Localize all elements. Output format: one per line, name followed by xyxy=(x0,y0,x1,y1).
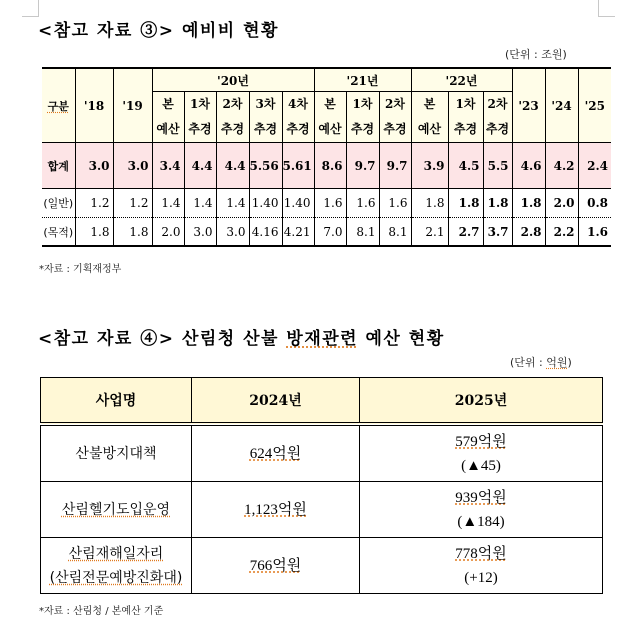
cell-value: 1.6 xyxy=(379,189,411,218)
header-subcol: 본 예산 xyxy=(152,92,184,143)
cell-value: 1.8 xyxy=(411,189,448,218)
cell-value: 2.0 xyxy=(545,189,578,218)
cell-value: 3.0 xyxy=(184,218,216,247)
section4-unit-label: (단위 : 억원) xyxy=(510,356,572,369)
cell-value: 2.8 xyxy=(512,218,545,247)
cell-value: 5.56 xyxy=(249,143,282,189)
cell-value: 4.5 xyxy=(448,143,483,189)
header-subcol: 1차 추경 xyxy=(346,92,379,143)
header-year-group: '22년 xyxy=(411,68,512,92)
section4-source-note: *자료 : 산림청 / 본예산 기준 xyxy=(39,606,164,617)
cell-value: 3.0 xyxy=(216,218,249,247)
cell-value: 8.6 xyxy=(314,143,346,189)
cell-value: 3.7 xyxy=(483,218,512,247)
header-year: '18 xyxy=(75,68,113,143)
cell-value: 1.6 xyxy=(578,218,611,247)
section3-unit-label: (단위 : 조원) xyxy=(505,48,567,61)
section3-title-main: 예비비 현황 xyxy=(181,21,279,41)
cell-value: 9.7 xyxy=(346,143,379,189)
budget-2025: 778억원 (+12) xyxy=(360,538,603,594)
header-year: '23 xyxy=(512,68,545,143)
cell-value: 2.2 xyxy=(545,218,578,247)
cell-value: 1.2 xyxy=(113,189,152,218)
header-subcol: 본 예산 xyxy=(314,92,346,143)
section4-title-prefix: <참고 자료 ④> xyxy=(38,329,175,349)
cell-value: 4.21 xyxy=(282,218,314,247)
cell-value: 1.4 xyxy=(216,189,249,218)
table-row xyxy=(41,424,603,482)
cell-value: 1.4 xyxy=(184,189,216,218)
cell-value: 4.6 xyxy=(512,143,545,189)
header-category: 구분 xyxy=(42,68,75,143)
project-name: 산림헬기도입운영 xyxy=(41,482,192,538)
table-row-purpose xyxy=(42,218,611,247)
section4-title-part3: 예산 현황 xyxy=(358,329,445,349)
cell-value: 1.8 xyxy=(483,189,512,218)
header-subcol: 1차 추경 xyxy=(184,92,216,143)
header-subcol: 1차 추경 xyxy=(448,92,483,143)
budget-2025: 939억원 (▲184) xyxy=(360,482,603,538)
project-name: 산불방지대책 xyxy=(41,424,192,482)
cell-value: 1.40 xyxy=(249,189,282,218)
cell-value: 3.0 xyxy=(113,143,152,189)
budget-change: (▲184) xyxy=(457,513,505,530)
budget-change: (+12) xyxy=(464,569,498,586)
header-subcol: 2차 추경 xyxy=(379,92,411,143)
header-2025: 2025년 xyxy=(360,378,603,425)
cell-value: 3.0 xyxy=(75,143,113,189)
cell-value: 1.40 xyxy=(282,189,314,218)
cell-value: 4.4 xyxy=(184,143,216,189)
section3-source-note: *자료 : 기획재정부 xyxy=(39,264,122,275)
header-2024: 2024년 xyxy=(192,378,360,425)
cell-value: 2.7 xyxy=(448,218,483,247)
header-subcol: 3차 추경 xyxy=(249,92,282,143)
cell-value: 1.6 xyxy=(314,189,346,218)
cell-value: 4.2 xyxy=(545,143,578,189)
header-year-group: '20년 xyxy=(152,68,314,92)
section4-title xyxy=(38,324,445,349)
cell-value: 2.0 xyxy=(152,218,184,247)
table-row xyxy=(41,538,603,594)
cell-value: 2.4 xyxy=(578,143,611,189)
table-row xyxy=(41,482,603,538)
header-year: '24 xyxy=(545,68,578,143)
cell-value: 5.61 xyxy=(282,143,314,189)
project-name: 산림재해일자리 (산림전문예방진화대) xyxy=(41,538,192,594)
header-subcol: 본 예산 xyxy=(411,92,448,143)
cell-value: 8.1 xyxy=(346,218,379,247)
budget-2025: 579억원 (▲45) xyxy=(360,424,603,482)
budget-2024: 1,123억원 xyxy=(192,482,360,538)
header-subcol: 2차 추경 xyxy=(483,92,512,143)
header-project-name: 사업명 xyxy=(41,378,192,425)
header-year: '25 xyxy=(578,68,611,143)
row-label: 합계 xyxy=(42,143,75,189)
cell-value: 0.8 xyxy=(578,189,611,218)
header-year-group: '21년 xyxy=(314,68,411,92)
cell-value: 3.4 xyxy=(152,143,184,189)
cell-value: 9.7 xyxy=(379,143,411,189)
row-label: (일반) xyxy=(42,189,75,218)
cell-value: 1.4 xyxy=(152,189,184,218)
page-corner-mark-left xyxy=(22,0,39,17)
header-subcol: 2차 추경 xyxy=(216,92,249,143)
cell-value: 4.4 xyxy=(216,143,249,189)
section4-title-part2: 방재관련 xyxy=(286,329,359,349)
cell-value: 3.9 xyxy=(411,143,448,189)
row-label: (목적) xyxy=(42,218,75,247)
cell-value: 1.8 xyxy=(113,218,152,247)
cell-value: 1.2 xyxy=(75,189,113,218)
cell-value: 1.8 xyxy=(512,189,545,218)
cell-value: 5.5 xyxy=(483,143,512,189)
section3-title-prefix: <참고 자료 ③> xyxy=(38,21,175,41)
cell-value: 1.8 xyxy=(448,189,483,218)
section3-title xyxy=(38,16,279,41)
section4-title-part1: 산림청 산불 xyxy=(181,329,287,349)
header-year: '19 xyxy=(113,68,152,143)
table-header-row xyxy=(41,378,603,425)
page-corner-mark-right xyxy=(598,0,615,17)
cell-value: 8.1 xyxy=(379,218,411,247)
cell-value: 4.16 xyxy=(249,218,282,247)
table-header-row-years xyxy=(42,68,611,92)
budget-2024: 766억원 xyxy=(192,538,360,594)
cell-value: 1.6 xyxy=(346,189,379,218)
budget-2024: 624억원 xyxy=(192,424,360,482)
cell-value: 7.0 xyxy=(314,218,346,247)
forest-fire-budget-table xyxy=(40,377,603,594)
cell-value: 2.1 xyxy=(411,218,448,247)
table-row-general xyxy=(42,189,611,218)
reserve-fund-table xyxy=(42,67,611,247)
header-subcol: 4차 추경 xyxy=(282,92,314,143)
budget-change: (▲45) xyxy=(461,457,501,474)
cell-value: 1.8 xyxy=(75,218,113,247)
table-row-total xyxy=(42,143,611,189)
